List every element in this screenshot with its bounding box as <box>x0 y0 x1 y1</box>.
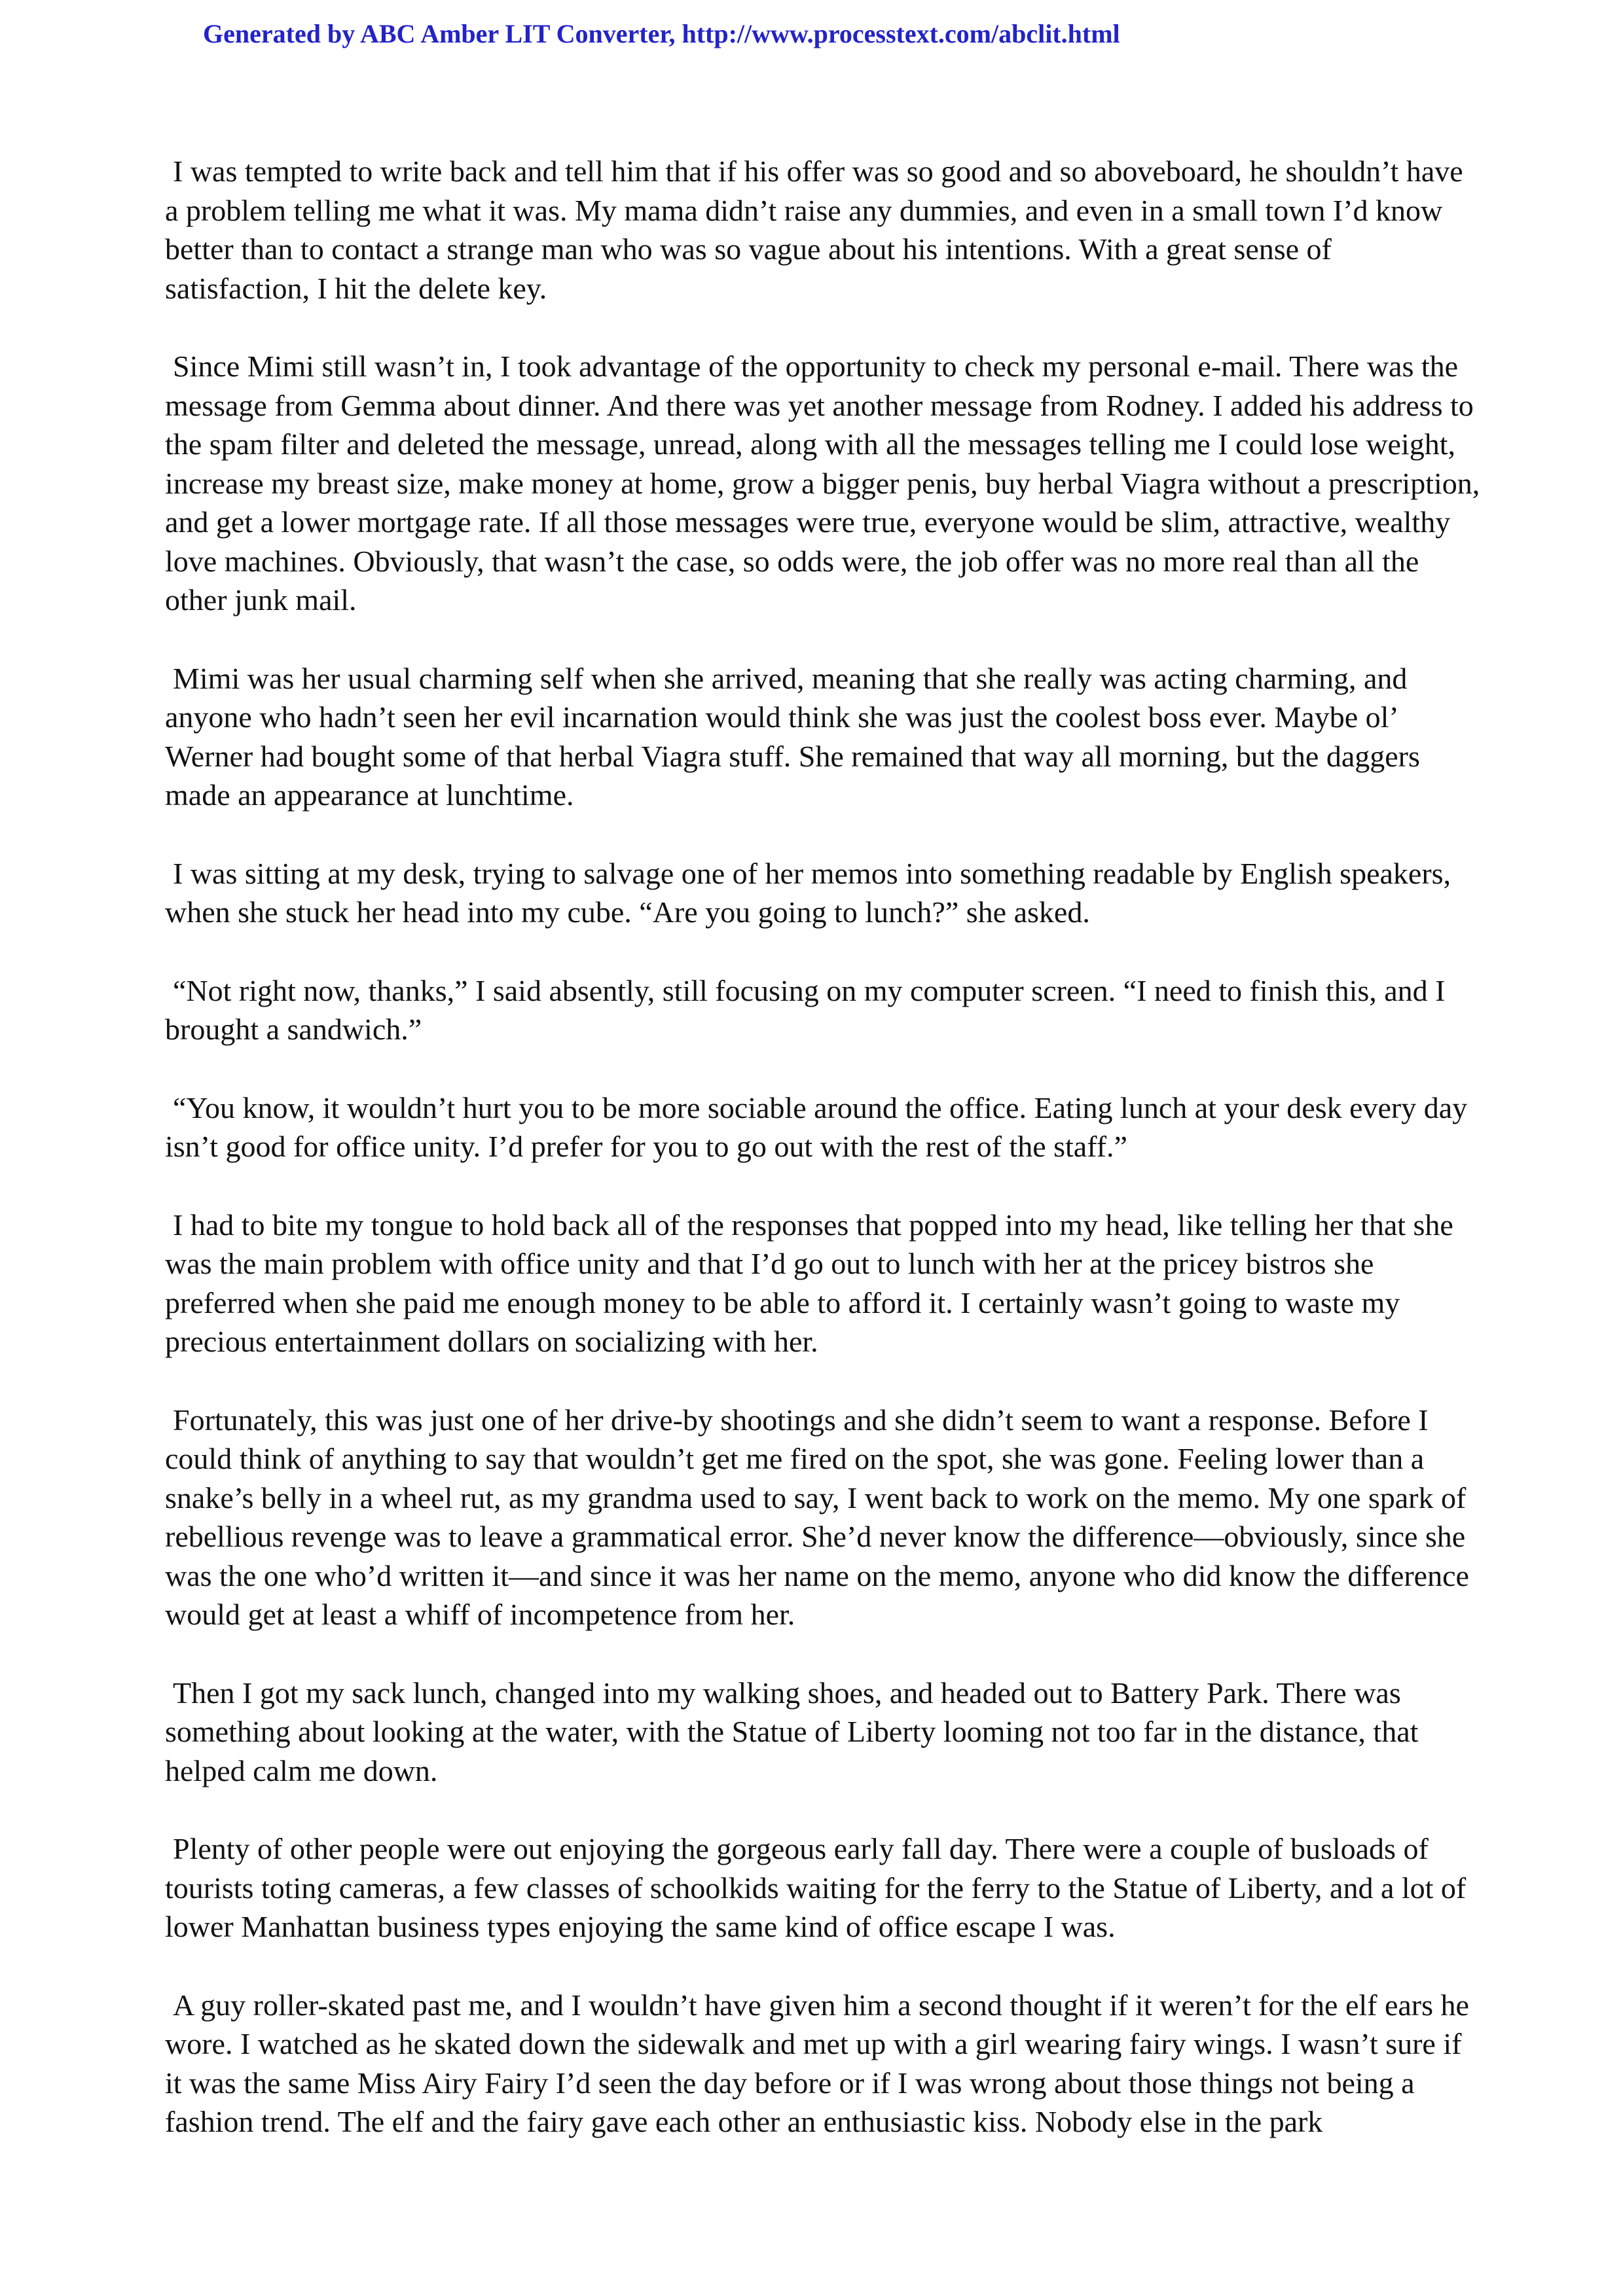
converter-header: Generated by ABC Amber LIT Converter, http://www.processtext.com/abclit.html <box>203 19 1120 48</box>
paragraph-8: Fortunately, this was just one of her drive-by shootings and she didn’t seem to want a response. Before I could think of anything to say that wouldn’t get me fired on the spot, she was gone. Feeling lower than a snake’s belly in a wheel rut, as my grandma used to say, I went back to work on the memo. My one spark of rebellious revenge was to leave a grammatical error. She’d never know the difference—obviously, since she was the one who’d written it—and since it was her name on the memo, anyone who did know the difference would get at least a whiff of incompetence from her. <box>165 1403 1469 1631</box>
paragraph-5: “Not right now, thanks,” I said absently, still focusing on my computer screen. “I need to finish this, and I brought a sandwich.” <box>165 973 1446 1046</box>
paragraph-4: I was sitting at my desk, trying to salvage one of her memos into something readable by English speakers, when she stuck her head into my cube. “Are you going to lunch?” she asked. <box>165 856 1451 929</box>
paragraph-11: A guy roller-skated past me, and I wouldn’t have given him a second thought if it weren’t for the elf ears he wore. I watched as he skated down the sidewalk and met up with a girl wearing fairy wings. I wasn’t sure if it was the same Miss Airy Fairy I’d seen the day before or if I was wrong about those things not being a fashion trend. The elf and the fairy gave each other an enthusiastic kiss. Nobody else in the park <box>165 1988 1469 2138</box>
paragraph-1: I was tempted to write back and tell him that if his offer was so good and so aboveboard, he shouldn’t have a problem telling me what it was. My mama didn’t raise any dummies, and even in a small town I’d know better than to contact a strange man who was so vague about his intentions. With a great sense of satisfaction, I hit the delete key. <box>165 154 1463 305</box>
paragraph-7: I had to bite my tongue to hold back all of the responses that popped into my head, like telling her that she was the main problem with office unity and that I’d go out to lunch with her at the pricey bistros she preferred when she paid me enough money to be able to afford it. I certainly wasn’t going to waste my precious entertainment dollars on socializing with her. <box>165 1208 1453 1358</box>
paragraph-10: Plenty of other people were out enjoying the gorgeous early fall day. There were a couple of busloads of tourists toting cameras, a few classes of schoolkids waiting for the ferry to the Statue of Liberty, and a lot of lower Manhattan business types enjoying the same kind of office escape I was. <box>165 1832 1467 1943</box>
page-body <box>165 152 1481 2181</box>
paragraph-3: Mimi was her usual charming self when she arrived, meaning that she really was acting charming, and anyone who hadn’t seen her evil incarnation would think she was just the coolest boss ever. Maybe ol’ Werner had bought some of that herbal Viagra stuff. She remained that way all morning, but the daggers made an appearance at lunchtime. <box>165 661 1420 812</box>
paragraph-6: “You know, it wouldn’t hurt you to be more sociable around the office. Eating lunch at your desk every day isn’t good for office unity. I’d prefer for you to go out with the rest of the staff.” <box>165 1090 1468 1163</box>
paragraph-9: Then I got my sack lunch, changed into my walking shoes, and headed out to Battery Park. There was something about looking at the water, with the Statue of Liberty looming not too far in the distance, that helped calm me down. <box>165 1676 1419 1787</box>
paragraph-2: Since Mimi still wasn’t in, I took advantage of the opportunity to check my personal e-mail. There was the message from Gemma about dinner. And there was yet another message from Rodney. I added his address to the spam filter and deleted the message, unread, along with all the messages telling me I could lose weight, increase my breast size, make money at home, grow a bigger penis, buy herbal Viagra without a prescription, and get a lower mortgage rate. If all those messages were true, everyone would be slim, attractive, wealthy love machines. Obviously, that wasn’t the case, so odds were, the job offer was no more real than all the other junk mail. <box>165 350 1480 617</box>
